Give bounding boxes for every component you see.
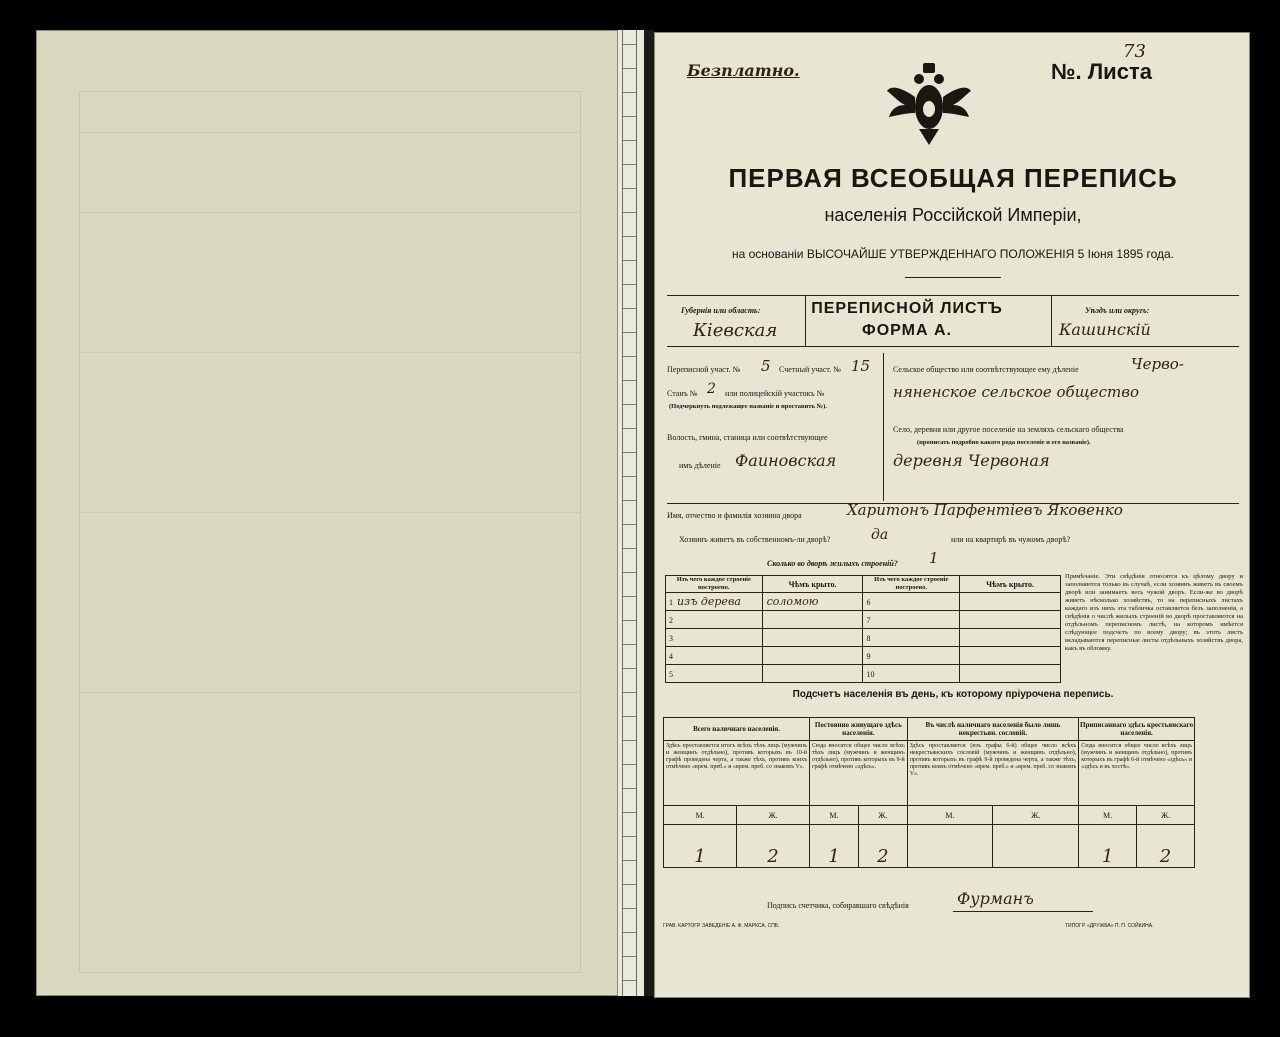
police-area-label: или полицейскій участокъ № bbox=[725, 389, 825, 398]
tally-column-description: Здѣсь проставляется (изъ графы 6-й) общее число всѣхъ некрестьянскихъ сословій (мужчинъ и женщинъ отдѣльно), противъ которыхъ въ графѣ 9-й проведена черта, а также тѣхъ, противъ коихъ отмѣчено «врем. преб.» и «врем. преб. со знакомъ V». bbox=[907, 741, 1078, 806]
tally-column-description: Сюда вносится общее число всѣхъ тѣхъ лицъ (мужчинъ и женщинъ отдѣльно), противъ которыхъ въ 9-й графѣ отмѣчено «здѣсь». bbox=[810, 741, 908, 806]
tally-column-head: Постоянно живущаго здѣсь населенія. bbox=[810, 718, 908, 741]
male-count bbox=[907, 825, 993, 868]
binding-thread bbox=[622, 380, 636, 381]
tally-column-description: Здѣсь проставляется итогъ всѣхъ тѣхъ лицъ (мужчинъ и женщинъ отдѣльно), противъ которыхъ въ 10-й графѣ проведена черта, а также тѣхъ, противъ коихъ отмѣчено «врем. преб.» и «врем. преб. со знакомъ V». bbox=[664, 741, 810, 806]
binding-thread bbox=[622, 68, 636, 69]
binding-thread bbox=[622, 836, 636, 837]
binding-thread bbox=[622, 620, 636, 621]
own-yard-value: да bbox=[871, 527, 889, 543]
male-count: 1 bbox=[810, 825, 859, 868]
binding-thread bbox=[622, 884, 636, 885]
sheet-number-value: 73 bbox=[1123, 41, 1146, 62]
binding-thread bbox=[622, 260, 636, 261]
building-material: изъ дерева bbox=[677, 595, 741, 608]
roof-header-right: Чѣмъ крыто. bbox=[960, 576, 1061, 593]
signature-value: Фурманъ bbox=[957, 889, 1034, 908]
stan-value: 2 bbox=[707, 381, 716, 397]
province-label: Губернія или область: bbox=[681, 306, 761, 315]
binding-thread bbox=[622, 212, 636, 213]
binding-thread bbox=[622, 476, 636, 477]
underline-note: (Подчеркнуть подлежащее названіе и проставить №). bbox=[669, 403, 827, 410]
binding-thread bbox=[622, 692, 636, 693]
binding-thread bbox=[622, 860, 636, 861]
female-column-label: Ж. bbox=[858, 806, 907, 825]
male-count: 1 bbox=[1079, 825, 1137, 868]
binding-thread bbox=[622, 452, 636, 453]
village-value: деревня Червоная bbox=[893, 451, 1050, 470]
female-count: 2 bbox=[858, 825, 907, 868]
form-subtitle: населенія Россійской Имперіи, bbox=[824, 205, 1082, 225]
building-row bbox=[666, 611, 1061, 629]
building-number: 10 bbox=[866, 670, 875, 679]
building-number: 7 bbox=[866, 616, 871, 625]
bleed-through-grid bbox=[79, 91, 581, 973]
binding-thread bbox=[622, 92, 636, 93]
tally-table bbox=[663, 717, 1195, 868]
binding-thread bbox=[622, 428, 636, 429]
roof-header-left: Чѣмъ крыто. bbox=[762, 576, 863, 593]
tally-title: Подсчетъ населенія въ день, къ которому пріурочена перепись. bbox=[792, 689, 1114, 700]
counting-area-label: Счетный участ. № bbox=[779, 365, 841, 374]
female-count: 2 bbox=[1137, 825, 1195, 868]
own-yard-label: Хозяинъ живетъ въ собственномъ-ли дворѣ? bbox=[679, 535, 831, 544]
rural-society-value-1: Черво- bbox=[1131, 355, 1184, 373]
binding-thread bbox=[622, 788, 636, 789]
binding-thread bbox=[622, 644, 636, 645]
rural-society-value-2: няненское сельское общество bbox=[893, 383, 1139, 401]
buildings-table bbox=[665, 575, 1061, 683]
binding-thread bbox=[622, 596, 636, 597]
binding-thread bbox=[622, 932, 636, 933]
binding-thread bbox=[622, 956, 636, 957]
building-number: 2 bbox=[669, 616, 673, 625]
volost-value: Фаиновская bbox=[735, 451, 837, 470]
building-number: 8 bbox=[866, 634, 871, 643]
binding-thread bbox=[622, 356, 636, 357]
binding-thread bbox=[622, 236, 636, 237]
stan-label: Станъ № bbox=[667, 389, 698, 398]
binding-thread bbox=[622, 308, 636, 309]
rented-yard-label: или на квартирѣ въ чужомъ дворѣ? bbox=[951, 535, 1071, 544]
region-row bbox=[667, 295, 1239, 347]
district-value: Кашинскій bbox=[1059, 320, 1151, 339]
volost-label: Волость, гмина, станица или соотвѣтствующее bbox=[667, 433, 828, 442]
legal-basis: на основаніи ВЫСОЧАЙШЕ УТВЕРЖДЕННАГО ПОЛОЖЕНІЯ 5 Іюня 1895 года. bbox=[731, 247, 1174, 261]
tally-column-description: Сюда вносится общее число всѣхъ лицъ (мужчинъ и женщинъ отдѣльно), противъ которыхъ въ графѣ 6-й отмѣчено «здѣсь» и «здѣсь и въ хостѣ». bbox=[1079, 741, 1195, 806]
binding-thread bbox=[622, 908, 636, 909]
tally-column-head: Въ числѣ наличнаго населенія было лишь некрестьян. сословій. bbox=[907, 718, 1078, 741]
tally-column-head: Приписаннаго здѣсь крестьянскаго населенія. bbox=[1079, 718, 1195, 741]
district-label: Уѣздъ или округъ: bbox=[1085, 306, 1150, 315]
form-letter: ФОРМА А. bbox=[862, 322, 952, 339]
census-area-value: 5 bbox=[761, 357, 771, 375]
binding-thread bbox=[622, 332, 636, 333]
counting-area-value: 15 bbox=[851, 357, 871, 375]
signature-label: Подпись счетчика, собиравшаго свѣдѣнія bbox=[767, 901, 909, 910]
binding-thread bbox=[622, 980, 636, 981]
left-page-blank bbox=[36, 30, 618, 996]
free-label: Безплатно. bbox=[687, 61, 800, 80]
rural-society-label: Сельское общество или соотвѣтствующее ему дѣленіе bbox=[893, 365, 1079, 374]
female-column-label: Ж. bbox=[737, 806, 810, 825]
buildings-count-value: 1 bbox=[929, 549, 939, 567]
female-count: 2 bbox=[737, 825, 810, 868]
binding-thread bbox=[622, 668, 636, 669]
building-row bbox=[666, 647, 1061, 665]
building-number: 9 bbox=[866, 652, 871, 661]
building-roof: соломою bbox=[766, 595, 819, 608]
binding-strip bbox=[618, 30, 644, 996]
building-number: 1 bbox=[669, 598, 673, 607]
building-row bbox=[666, 629, 1061, 647]
double-headed-eagle-emblem bbox=[883, 57, 975, 149]
census-area-label: Переписной участ. № bbox=[667, 365, 741, 374]
owner-label: Имя, отчество и фамилія хозяина двора bbox=[667, 511, 802, 520]
building-number: 4 bbox=[669, 652, 673, 661]
tally-column-head: Всего наличнаго населенія. bbox=[664, 718, 810, 741]
page-gutter bbox=[644, 30, 654, 996]
building-number: 3 bbox=[669, 634, 673, 643]
printer-left: ГРАВ. КАРТОГР. ЗАВЕДЕНІЕ А. Ф. МАРКСА, СПБ. bbox=[663, 923, 780, 929]
province-value: Кіевская bbox=[693, 320, 778, 341]
building-row bbox=[666, 593, 1061, 611]
female-count bbox=[993, 825, 1079, 868]
binding-thread bbox=[622, 740, 636, 741]
male-column-label: М. bbox=[664, 806, 737, 825]
binding-thread bbox=[622, 140, 636, 141]
binding-thread bbox=[622, 524, 636, 525]
buildings-count-label: Сколько во дворѣ жилыхъ строеній? bbox=[767, 559, 898, 568]
female-column-label: Ж. bbox=[1137, 806, 1195, 825]
binding-thread bbox=[622, 188, 636, 189]
male-column-label: М. bbox=[1079, 806, 1137, 825]
ornament-divider bbox=[905, 277, 1001, 278]
binding-thread bbox=[622, 116, 636, 117]
binding-thread bbox=[622, 164, 636, 165]
binding-thread bbox=[622, 716, 636, 717]
printer-right: ТИПОГР. «ДРУЖБА» П. П. СОЙКИНА. bbox=[1065, 923, 1154, 929]
village-note: (прописать подробно какого рода поселеніе и его названіе). bbox=[917, 439, 1091, 446]
list-title: ПЕРЕПИСНОЙ ЛИСТЪ bbox=[811, 300, 1003, 317]
male-column-label: М. bbox=[810, 806, 859, 825]
male-count: 1 bbox=[664, 825, 737, 868]
division-label: имъ дѣленіе bbox=[679, 461, 721, 470]
village-label: Село, деревня или другое поселеніе на земляхъ сельскаго общества bbox=[893, 425, 1124, 434]
buildings-note: Примѣчаніе. Эти свѣдѣнія относятся къ цѣлому двору и заполняются только въ случаѣ, если хозяинъ живетъ въ своемъ дворѣ или занимаетъ весь чужой дворъ. Если-же во дворѣ живетъ нѣсколько хозяйствъ, то на переписныхъ листахъ каждаго изъ нихъ эта табличка оставляется безъ заполненія, а свѣдѣнія о числѣ жилыхъ строеній во дворѣ проставляются на отдѣльномъ переписномъ листѣ, на которомъ имѣется слѣдующее подсчетъ по всему двору; въ этотъ листъ вкладываются переписные листы отдѣльныхъ хозяйствъ двора, какъ въ обложку. bbox=[1065, 573, 1243, 652]
form-main-title: ПЕРВАЯ ВСЕОБЩАЯ ПЕРЕПИСЬ bbox=[728, 163, 1178, 193]
binding-thread bbox=[622, 284, 636, 285]
binding-thread bbox=[622, 812, 636, 813]
binding-thread bbox=[622, 44, 636, 45]
binding-thread bbox=[622, 764, 636, 765]
sheet-number-label: №. Листа bbox=[1051, 59, 1152, 84]
material-header-right: Изъ чего каждое строеніе построено. bbox=[863, 576, 960, 593]
female-column-label: Ж. bbox=[993, 806, 1079, 825]
building-number: 6 bbox=[866, 598, 871, 607]
material-header-left: Изъ чего каждое строеніе построено. bbox=[666, 576, 763, 593]
building-number: 5 bbox=[669, 670, 673, 679]
binding-thread bbox=[622, 404, 636, 405]
male-column-label: М. bbox=[907, 806, 993, 825]
binding-thread bbox=[622, 572, 636, 573]
binding-thread bbox=[622, 500, 636, 501]
census-form-page bbox=[654, 32, 1250, 998]
owner-value: Харитонъ Парфентіевъ Яковенко bbox=[847, 501, 1123, 519]
binding-thread bbox=[622, 548, 636, 549]
building-row bbox=[666, 665, 1061, 683]
